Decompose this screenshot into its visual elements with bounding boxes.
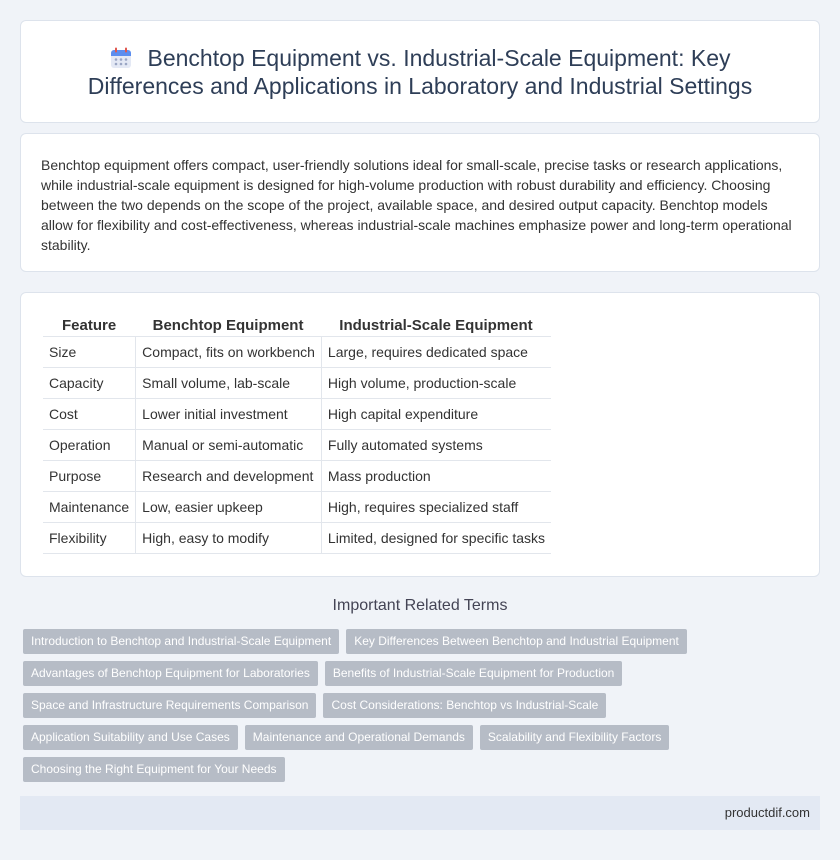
footer-site-name: productdif.com	[724, 805, 810, 820]
cell-feature: Flexibility	[43, 523, 135, 554]
page-title	[60, 44, 780, 100]
table-row	[43, 523, 551, 554]
tag-link[interactable]: Scalability and Flexibility Factors	[480, 725, 669, 750]
cell-benchtop: Compact, fits on workbench	[135, 337, 321, 368]
intro-card	[20, 133, 820, 272]
table-row	[43, 492, 551, 523]
calendar-icon	[110, 47, 132, 69]
table-row	[43, 368, 551, 399]
comparison-table	[43, 313, 551, 554]
cell-benchtop: Manual or semi-automatic	[135, 430, 321, 461]
cell-feature: Cost	[43, 399, 135, 430]
cell-feature: Operation	[43, 430, 135, 461]
header-benchtop: Benchtop Equipment	[135, 313, 321, 337]
tag-link[interactable]: Key Differences Between Benchtop and Industrial Equipment	[346, 629, 687, 654]
tag-link[interactable]: Choosing the Right Equipment for Your Needs	[23, 757, 285, 782]
cell-benchtop: Small volume, lab-scale	[135, 368, 321, 399]
cell-industrial: High capital expenditure	[321, 399, 551, 430]
cell-industrial: Fully automated systems	[321, 430, 551, 461]
header-feature: Feature	[43, 313, 135, 337]
intro-paragraph: Benchtop equipment offers compact, user-friendly solutions ideal for small-scale, precise tasks or research applications, while industrial-scale equipment is designed for high-volume production with robust durability and efficiency. Choosing between the two depends on the scope of the project, available space, and desired output capacity. Benchtop models allow for flexibility and cost-effectiveness, whereas industrial-scale machines emphasize power and long-term operational stability.	[41, 157, 792, 253]
cell-feature: Maintenance	[43, 492, 135, 523]
cell-benchtop: Lower initial investment	[135, 399, 321, 430]
tag-link[interactable]: Advantages of Benchtop Equipment for Laboratories	[23, 661, 318, 686]
tag-link[interactable]: Space and Infrastructure Requirements Comparison	[23, 693, 316, 718]
table-row	[43, 337, 551, 368]
table-row	[43, 430, 551, 461]
related-terms-title: Important Related Terms	[332, 597, 508, 614]
cell-benchtop: Low, easier upkeep	[135, 492, 321, 523]
tag-link[interactable]: Benefits of Industrial-Scale Equipment for Production	[325, 661, 622, 686]
cell-industrial: Limited, designed for specific tasks	[321, 523, 551, 554]
tag-link[interactable]: Cost Considerations: Benchtop vs Industrial-Scale	[323, 693, 606, 718]
cell-industrial: High, requires specialized staff	[321, 492, 551, 523]
page-title-text: Benchtop Equipment vs. Industrial-Scale Equipment: Key Differences and Applications in Laboratory and Industrial Settings	[87, 44, 753, 99]
title-card	[20, 20, 820, 123]
table-row	[43, 399, 551, 430]
related-terms-tags	[23, 629, 813, 789]
comparison-card	[20, 292, 820, 577]
tag-link[interactable]: Introduction to Benchtop and Industrial-Scale Equipment	[23, 629, 339, 654]
cell-feature: Size	[43, 337, 135, 368]
cell-benchtop: High, easy to modify	[135, 523, 321, 554]
header-industrial: Industrial-Scale Equipment	[321, 313, 551, 337]
tag-link[interactable]: Application Suitability and Use Cases	[23, 725, 238, 750]
tag-link[interactable]: Maintenance and Operational Demands	[245, 725, 473, 750]
table-row	[43, 461, 551, 492]
cell-benchtop: Research and development	[135, 461, 321, 492]
cell-feature: Purpose	[43, 461, 135, 492]
table-header-row	[43, 313, 551, 337]
cell-industrial: Mass production	[321, 461, 551, 492]
cell-industrial: High volume, production-scale	[321, 368, 551, 399]
cell-industrial: Large, requires dedicated space	[321, 337, 551, 368]
footer	[20, 796, 820, 830]
cell-feature: Capacity	[43, 368, 135, 399]
